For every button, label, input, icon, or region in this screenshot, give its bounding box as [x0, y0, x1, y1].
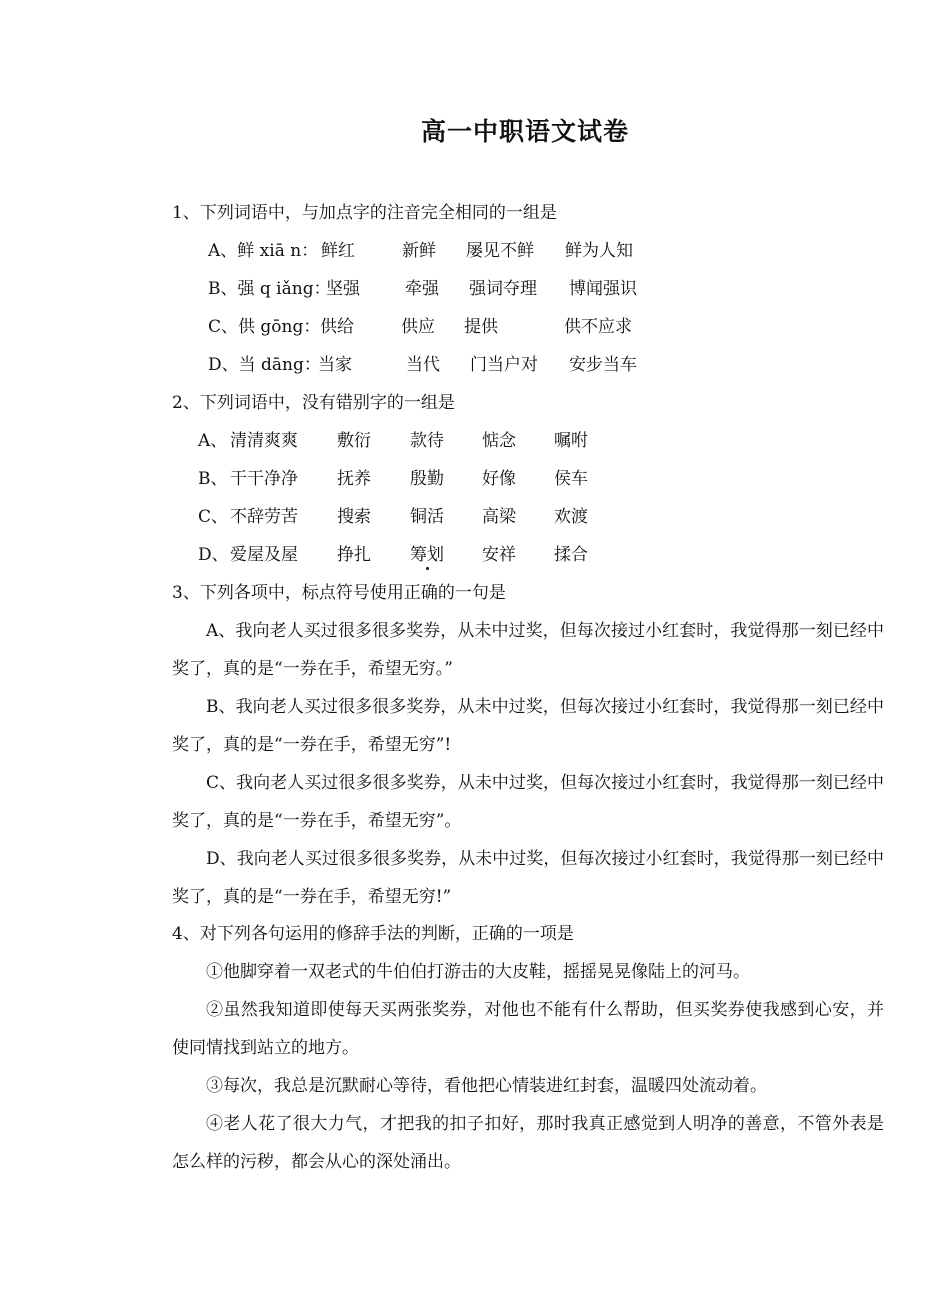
q1-option-b-word: 博闻强识: [569, 279, 637, 299]
q2-option-d-word: 挣扎: [337, 545, 371, 565]
q2-option-a-word: 嘱咐: [554, 431, 588, 451]
q2-option-a-label: A、: [198, 431, 228, 451]
q1-option-b-word: 强词夺理: [469, 279, 537, 299]
q3-option-b: B、我向老人买过很多很多奖券，从未中过奖，但每次接过小红套时，我觉得那一刻已经中奖了，真的是“一券在手，希望无穷”!: [172, 697, 884, 755]
q2-option-b-word: 侯车: [554, 469, 588, 489]
page-title: 高一中职语文试卷: [420, 117, 629, 146]
q4-sentence-4: ④老人花了很大力气，才把我的扣子扣好，那时我真正感觉到人明净的善意，不管外表是怎么样的污秽，都会从心的深处涌出。: [172, 1114, 884, 1172]
q1-option-a-word: 屡见不鲜: [466, 241, 534, 261]
q4-sentence-1: ①他脚穿着一双老式的牛伯伯打游击的大皮鞋，摇摇晃晃像陆上的河马。: [206, 962, 750, 982]
q2-stem: 2、下列词语中，没有错别字的一组是: [172, 393, 455, 413]
q2-option-c-word: 不辞劳苦: [230, 507, 298, 527]
q1-option-d-word: 安步当车: [569, 355, 637, 375]
q2-option-b-word: 抚养: [337, 469, 371, 489]
q2-option-d-word: 爱屋及屋: [230, 545, 298, 565]
q1-option-b-word: 牵强: [405, 279, 439, 299]
q2-option-c-label: C、: [198, 507, 229, 527]
q4-sentence-3: ③每次，我总是沉默耐心等待，看他把心情装进红封套，温暖四处流动着。: [206, 1076, 767, 1096]
q1-option-c-word: 供不应求: [564, 317, 632, 337]
q2-option-d-word: 安祥: [482, 545, 516, 565]
q1-option-b-word: 坚强: [326, 279, 360, 299]
q1-stem: 1、下列词语中，与加点字的注音完全相同的一组是: [172, 203, 557, 223]
q1-option-b-label: B、强 q iǎng：: [208, 279, 331, 299]
q1-option-c-word: 供给: [320, 317, 354, 337]
q1-option-a-word: 鲜红: [321, 241, 355, 261]
q2-option-c-word: 欢渡: [554, 507, 588, 527]
q1-option-a-word: 鲜为人知: [565, 241, 633, 261]
q3-stem: 3、下列各项中，标点符号使用正确的一句是: [172, 583, 506, 603]
q2-option-a-word: 款待: [410, 431, 444, 451]
q1-option-d-word: 门当户对: [470, 355, 538, 375]
q2-option-d-word: 揉合: [554, 545, 588, 565]
q2-option-c-word: 搜索: [337, 507, 371, 527]
q1-option-d-word: 当代: [406, 355, 440, 375]
q2-option-a-word: 敷衍: [337, 431, 371, 451]
q2-option-a-word: 惦念: [482, 431, 516, 451]
q2-option-b-word: 好像: [482, 469, 516, 489]
q2-option-b-word: 干干净净: [230, 469, 298, 489]
q1-option-c-label: C、供 gōng：: [208, 317, 321, 337]
q2-option-c-word: 铜活: [410, 507, 444, 527]
q2-option-b-word: 殷勤: [410, 469, 444, 489]
q4-sentence-2: ②虽然我知道即使每天买两张奖券，对他也不能有什么帮助，但买奖券使我感到心安，并使同情找到站立的地方。: [172, 1000, 884, 1058]
q1-option-a-word: 新鲜: [402, 241, 436, 261]
q1-option-a-label: A、鲜 xiā n：: [208, 241, 319, 261]
q1-option-d-word: 当家: [318, 355, 352, 375]
q4-stem: 4、对下列各句运用的修辞手法的判断，正确的一项是: [172, 924, 574, 944]
q2-option-d-label: D、: [198, 545, 229, 565]
q1-option-c-word: 提供: [464, 317, 498, 337]
q2-option-c-word: 高梁: [482, 507, 516, 527]
q1-option-d-label: D、当 dāng：: [208, 355, 321, 375]
q2-option-d-word-dotted: 筹划: [410, 545, 444, 565]
q3-option-c: C、我向老人买过很多很多奖券，从未中过奖，但每次接过小红套时，我觉得那一刻已经中奖了，真的是“一券在手，希望无穷”。: [172, 773, 884, 831]
q1-option-c-word: 供应: [401, 317, 435, 337]
q2-option-b-label: B、: [198, 469, 228, 489]
q3-option-a: A、我向老人买过很多很多奖券，从未中过奖，但每次接过小红套时，我觉得那一刻已经中奖了，真的是“一券在手，希望无穷。”: [172, 621, 884, 679]
q3-option-d: D、我向老人买过很多很多奖券，从未中过奖，但每次接过小红套时，我觉得那一刻已经中奖了，真的是“一券在手，希望无穷!”: [172, 849, 884, 907]
q2-option-a-word: 清清爽爽: [230, 431, 298, 451]
